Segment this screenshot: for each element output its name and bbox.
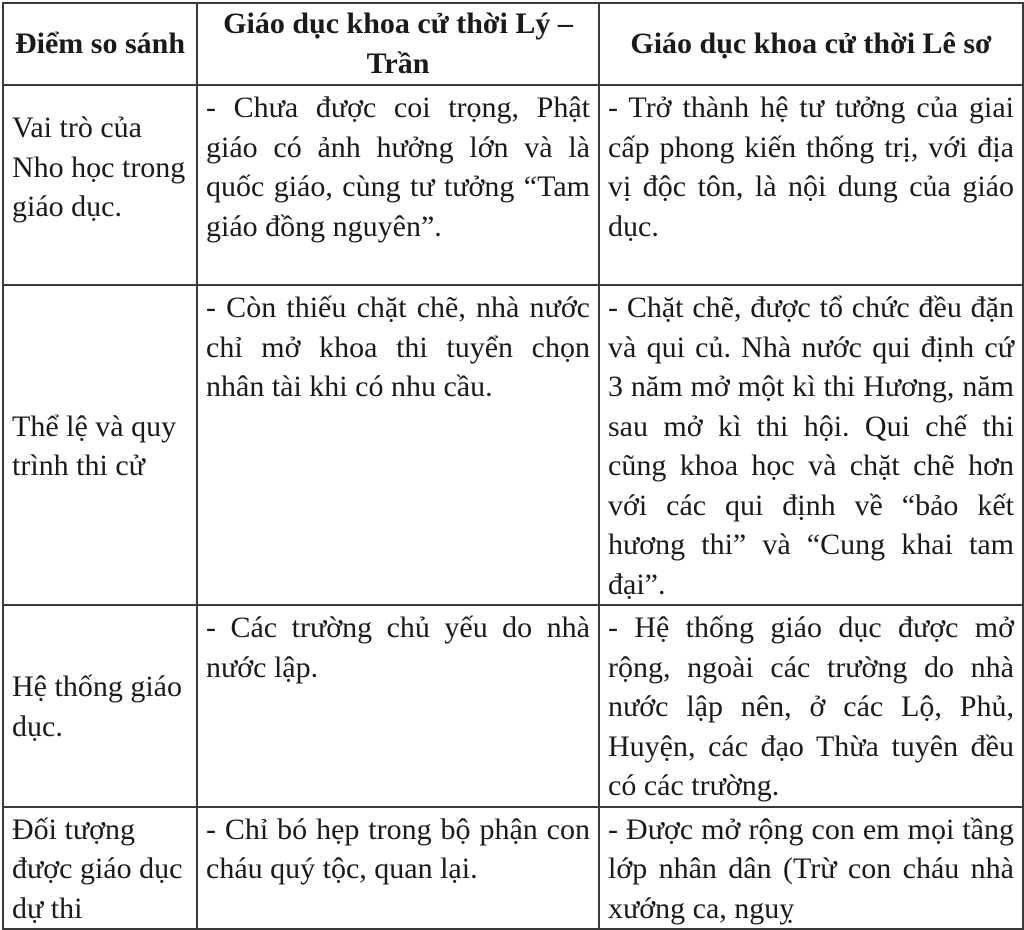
header-criterion: Điểm so sánh: [3, 3, 197, 85]
table-row: [3, 605, 1023, 807]
criterion-cell: Đối tượng được giáo dục dự thi: [3, 807, 197, 930]
table-row: [3, 85, 1023, 285]
le-so-cell: - Trở thành hệ tư tưởng của giai cấp phong kiến thống trị, với địa vị độc tôn, là nội dung của giáo dục.: [599, 85, 1023, 285]
criterion-cell: Vai trò của Nho học trong giáo dục.: [3, 85, 197, 285]
table-row: [3, 285, 1023, 605]
le-so-cell: - Được mở rộng con em mọi tầng lớp nhân dân (Trừ con cháu nhà xướng ca, nguỵ: [599, 807, 1023, 930]
comparison-table: [2, 2, 1024, 930]
criterion-cell: Hệ thống giáo dục.: [3, 605, 197, 807]
ly-tran-cell: - Các trường chủ yếu do nhà nước lập.: [197, 605, 599, 807]
ly-tran-cell: - Chưa được coi trọng, Phật giáo có ảnh hưởng lớn và là quốc giáo, cùng tư tưởng “Tam giáo đồng nguyên”.: [197, 85, 599, 285]
ly-tran-cell: - Còn thiếu chặt chẽ, nhà nước chỉ mở khoa thi tuyển chọn nhân tài khi có nhu cầu.: [197, 285, 599, 605]
header-le-so: Giáo dục khoa cử thời Lê sơ: [599, 3, 1023, 85]
header-ly-tran: Giáo dục khoa cử thời Lý – Trần: [197, 3, 599, 85]
le-so-cell: - Chặt chẽ, được tổ chức đều đặn và qui củ. Nhà nước qui định cứ 3 năm mở một kì thi Hương, năm sau mở kì thi hội. Qui chế thi cũng khoa học và chặt chẽ hơn với các qui định về “bảo kết hương thi” và “Cung khai tam đại”.: [599, 285, 1023, 605]
le-so-cell: - Hệ thống giáo dục được mở rộng, ngoài các trường do nhà nước lập nên, ở các Lộ, Phủ, Huyện, các đạo Thừa tuyên đều có các trường.: [599, 605, 1023, 807]
table-row: [3, 807, 1023, 930]
criterion-cell: Thể lệ và quy trình thi cử: [3, 285, 197, 605]
header-row: [3, 3, 1023, 85]
ly-tran-cell: - Chỉ bó hẹp trong bộ phận con cháu quý tộc, quan lại.: [197, 807, 599, 930]
